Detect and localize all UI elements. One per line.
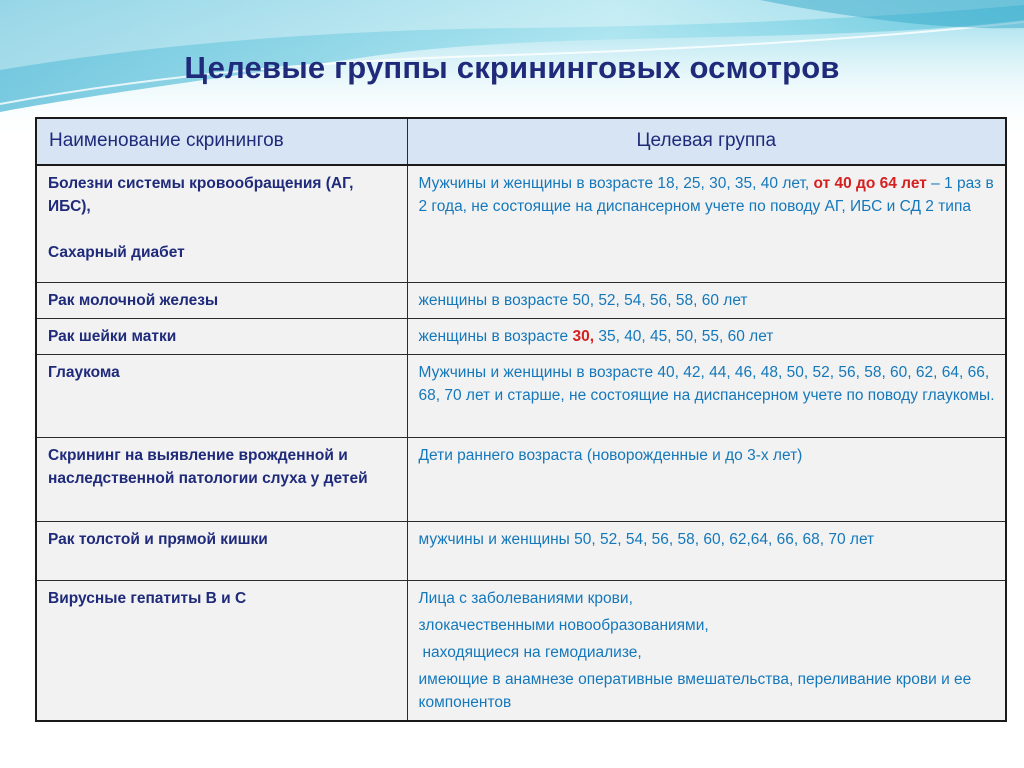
header-target-group: Целевая группа	[407, 118, 1006, 165]
target-group-cell	[407, 165, 1006, 282]
target-line: имеющие в анамнезе оперативные вмешательства, переливание крови и ее компонентов	[418, 670, 972, 711]
table-row	[36, 437, 1006, 521]
target-text: мужчины и женщины 50, 52, 54, 56, 58, 60, 62,64, 66, 68, 70 лет	[407, 521, 1006, 580]
page-title: Целевые группы скрининговых осмотров	[184, 50, 840, 85]
screening-name-cell	[36, 165, 407, 282]
target-text: – 1 раз в 2 года, не состоящие на диспансерном учете по поводу АГ, ИБС и СД 2 типа	[418, 175, 994, 215]
target-group-cell	[407, 580, 1006, 721]
target-line: находящиеся на гемодиализе,	[422, 643, 642, 661]
target-highlight: 30,	[572, 327, 595, 345]
table-row	[36, 354, 1006, 437]
target-text: 35, 40, 45, 50, 55, 60 лет	[594, 327, 774, 345]
target-text: Мужчины и женщины в возрасте 18, 25, 30, 35, 40 лет,	[418, 175, 814, 192]
screening-name: Вирусные гепатиты В и С	[36, 580, 407, 721]
target-text: женщины в возрасте	[418, 327, 573, 345]
screening-name: Рак толстой и прямой кишки	[36, 521, 407, 580]
table-row	[36, 521, 1006, 580]
screening-table	[35, 117, 1005, 722]
table-row	[36, 580, 1006, 721]
table-header-row	[36, 118, 1006, 165]
target-line: злокачественными новообразованиями,	[418, 616, 709, 634]
table-row	[36, 165, 1006, 282]
target-text: женщины в возрасте 50, 52, 54, 56, 58, 60 лет	[407, 282, 1006, 318]
screening-name: Рак шейки матки	[36, 318, 407, 354]
target-line: Лица с заболеваниями крови,	[418, 589, 633, 607]
screening-table-grid	[35, 117, 1007, 722]
target-highlight: от 40 до 64 лет	[813, 175, 927, 192]
target-group-cell	[407, 318, 1006, 354]
screening-name: Болезни системы кровообращения (АГ, ИБС),	[48, 175, 354, 215]
table-row	[36, 282, 1006, 318]
target-text: Дети раннего возраста (новорожденные и до 3-х лет)	[407, 437, 1006, 521]
screening-name: Глаукома	[36, 354, 407, 437]
target-text: Мужчины и женщины в возрасте 40, 42, 44, 46, 48, 50, 52, 56, 58, 60, 62, 64, 66, 68, 70 лет и старше, не состоящие на диспансерном учете по поводу глаукомы.	[407, 354, 1006, 437]
header-screening-name: Наименование скринингов	[36, 118, 407, 165]
screening-name: Рак молочной железы	[36, 282, 407, 318]
screening-name: Скрининг на выявление врожденной и наследственной патологии слуха у детей	[36, 437, 407, 521]
screening-name-secondary: Сахарный диабет	[48, 244, 185, 261]
table-row	[36, 318, 1006, 354]
